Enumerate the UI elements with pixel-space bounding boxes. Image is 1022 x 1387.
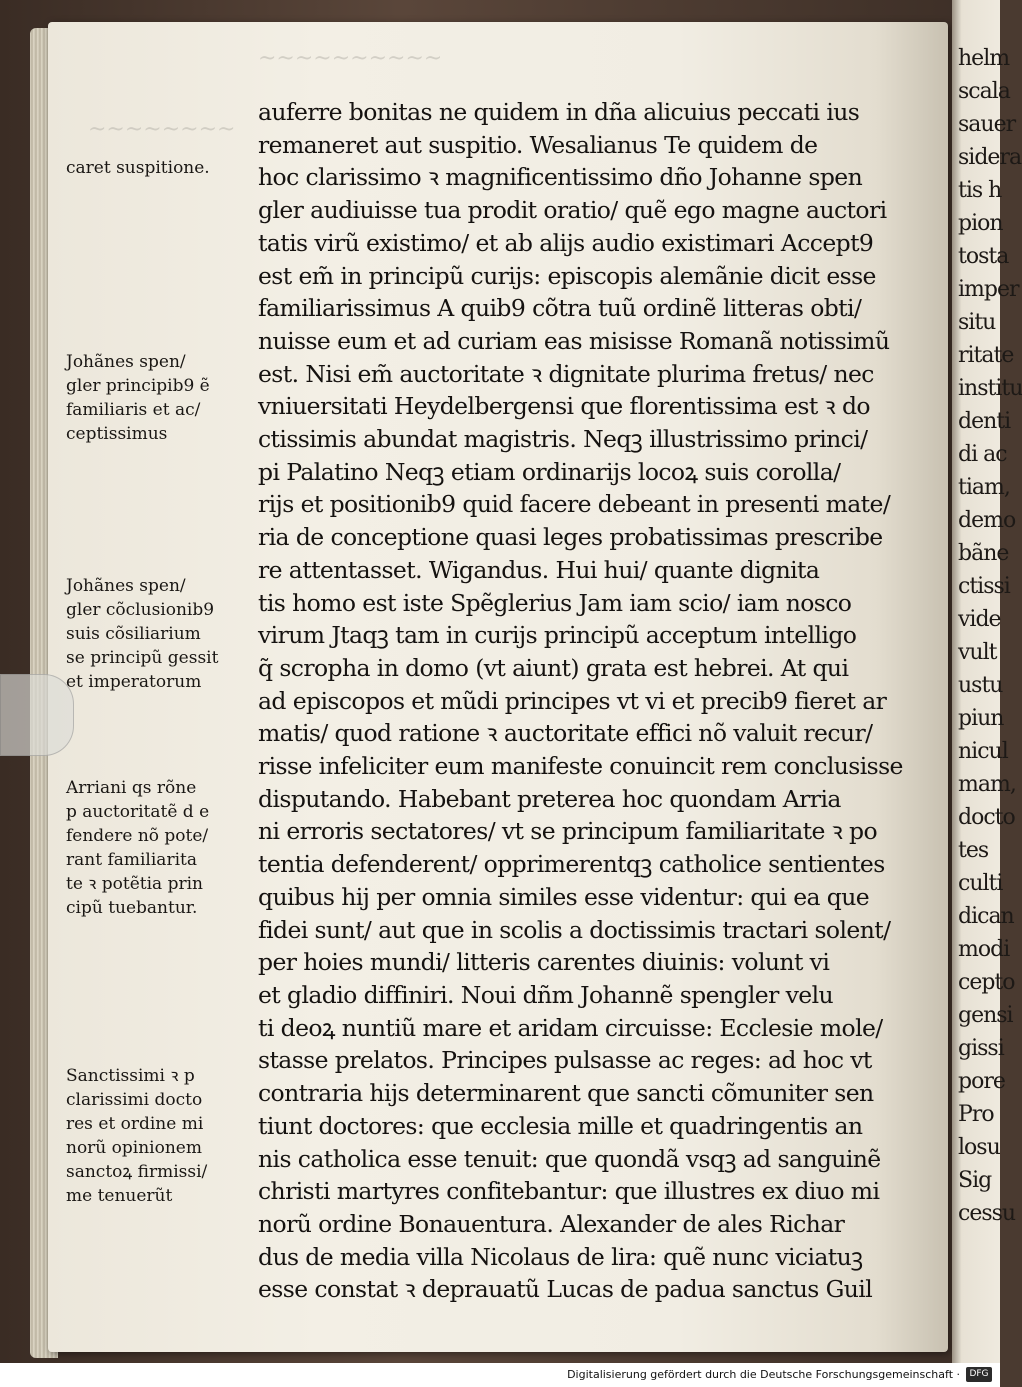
next-page-line: situ (958, 310, 996, 335)
text-line: christi martyres confitebantur: que illustres ex diuo mi (258, 1177, 880, 1206)
margin-note-4 (66, 776, 236, 920)
margin-note-line: gler cõclusionib9 (66, 600, 215, 620)
next-page-line: vult (958, 640, 997, 665)
text-line: re attentasset. Wigandus. Hui hui/ quante dignita (258, 555, 820, 584)
next-page-line: dican (958, 904, 1014, 929)
next-page-line: sidera (958, 145, 1022, 170)
text-line: est em̃ in principũ curijs: episcopis alemãnie dicit esse (258, 261, 876, 290)
text-line: risse infeliciter eum manifeste conuincit rem conclusisse (258, 752, 903, 781)
text-line: esse constat ꝛ deprauatũ Lucas de padua sanctus Guil (258, 1275, 873, 1304)
margin-note-line: res et ordine mi (66, 1114, 204, 1134)
text-line: tis homo est iste Spẽglerius Jam iam scio/ iam nosco (258, 588, 852, 617)
next-page-line: ctissi (958, 574, 1010, 599)
margin-note-line: Sanctissimi ꝛ p (66, 1066, 195, 1086)
margin-note-1 (66, 156, 236, 180)
next-page-line: Pro (958, 1102, 994, 1127)
text-line: hoc clarissimo ꝛ magnificentissimo dño Johanne spen (258, 163, 863, 192)
text-line: tatis virũ existimo/ et ab alijs audio existimari Accept9 (258, 228, 874, 257)
next-page-line: tes (958, 838, 989, 863)
main-text-block (258, 96, 903, 1306)
next-page-line: culti (958, 871, 1003, 896)
margin-note-2 (66, 350, 236, 446)
next-page-line: pion (958, 211, 1003, 236)
bleed-through-text: ~~~~~~~~~~ (258, 46, 443, 71)
next-page-line: cepto (958, 970, 1015, 995)
next-page-line: cessu (958, 1201, 1016, 1226)
text-line: ti deoꝝ nuntiũ mare et aridam circuisse: Ecclesie mole/ (258, 1013, 883, 1042)
text-line: contraria hijs determinarent que sancti cõmuniter sen (258, 1079, 874, 1108)
margin-note-5 (66, 1064, 236, 1208)
next-page-line: tiam, (958, 475, 1010, 500)
margin-note-line: p auctoritatẽ d e (66, 802, 210, 822)
margin-note-line: Johãnes spen/ (66, 576, 186, 596)
margin-note-line: familiaris et ac/ (66, 400, 201, 420)
text-line: stasse prelatos. Principes pulsasse ac reges: ad hoc vt (258, 1046, 872, 1075)
margin-note-line: gler principib9 ẽ (66, 376, 210, 396)
page-clip (0, 674, 74, 756)
margin-note-line: fendere nõ pote/ (66, 826, 209, 846)
text-line: familiarissimus A quib9 cõtra tuũ ordinẽ litteras obti/ (258, 294, 862, 323)
text-line: tiunt doctores: que ecclesia mille et quadringentis an (258, 1111, 863, 1140)
text-line: disputando. Habebant preterea hoc quondam Arria (258, 784, 841, 813)
next-page-line: losu (958, 1135, 1000, 1160)
footer-bar (0, 1363, 1000, 1387)
next-page-line: bãne (958, 541, 1009, 566)
text-line: dus de media villa Nicolaus de lira: quẽ nunc viciatuꝫ (258, 1242, 863, 1271)
next-page-line: di ac (958, 442, 1007, 467)
margin-note-line: norũ opinionem (66, 1138, 202, 1158)
text-line: remaneret aut suspitio. Wesalianus Te quidem de (258, 130, 818, 159)
text-line: gler audiuisse tua prodit oratio/ quẽ ego magne auctori (258, 196, 887, 225)
text-line: et gladio diffiniri. Noui dñm Johannẽ spengler velu (258, 980, 834, 1009)
margin-note-3 (66, 574, 236, 694)
next-page-line: vide (958, 607, 1001, 632)
margin-note-line: cipũ tuebantur. (66, 898, 198, 918)
text-line: auferre bonitas ne quidem in dña alicuius peccati ius (258, 98, 860, 126)
margin-note-line: te ꝛ potẽtia prin (66, 874, 203, 894)
next-page-line: helm (958, 46, 1010, 71)
next-page-fragment (952, 0, 1022, 1363)
text-line: ria de conceptione quasi leges probatissimas prescribe (258, 523, 883, 552)
text-line: ctissimis abundat magistris. Neqꝫ illustrissimo princi/ (258, 425, 868, 454)
next-page-line: imper (958, 277, 1019, 302)
next-page-line: scala (958, 79, 1010, 104)
next-page-line: tis h (958, 178, 1002, 203)
text-line: quibus hij per omnia similes esse videntur: qui ea que (258, 882, 870, 911)
margin-note-line: me tenuerũt (66, 1186, 173, 1206)
margin-note-line: ceptissimus (66, 424, 168, 444)
next-page-line: ustu (958, 673, 1003, 698)
text-line: matis/ quod ratione ꝛ auctoritate effici nõ valuit recur/ (258, 719, 873, 748)
text-line: q̃ scropha in domo (vt aiunt) grata est hebrei. At qui (258, 653, 849, 682)
text-line: nuisse eum et ad curiam eas misisse Romanã notissimũ (258, 326, 890, 355)
margin-note-line: caret suspitione. (66, 158, 210, 178)
text-line: ad episcopos et mũdi principes vt vi et precib9 fieret ar (258, 686, 887, 715)
text-line: tentia defenderent/ opprimerentqꝫ catholice sentientes (258, 850, 885, 879)
next-page-line: ritate (958, 343, 1014, 368)
next-page-line: piun (958, 706, 1004, 731)
text-line: nis catholica esse tenuit: que quondã vsqꝫ ad sanguinẽ (258, 1144, 881, 1173)
text-line: rijs et positionib9 quid facere debeant in presenti mate/ (258, 490, 891, 519)
next-page-line: institu (958, 376, 1022, 401)
text-line: fidei sunt/ aut que in scolis a doctissimis tractari solent/ (258, 915, 891, 944)
margin-note-line: clarissimi docto (66, 1090, 203, 1110)
text-line: pi Palatino Neqꝫ etiam ordinarijs locoꝝ suis corolla/ (258, 457, 841, 486)
margin-note-line: et imperatorum (66, 672, 202, 692)
margin-note-line: se principũ gessit (66, 648, 219, 668)
next-page-line: mam, (958, 772, 1016, 797)
next-page-line: pore (958, 1069, 1005, 1094)
text-line: norũ ordine Bonauentura. Alexander de ales Richar (258, 1209, 845, 1238)
funding-credit: Digitalisierung gefördert durch die Deutsche Forschungsgemeinschaft · (567, 1368, 960, 1381)
next-page-line: tosta (958, 244, 1009, 269)
bleed-through-text: ~~~~~~~~ (88, 117, 236, 142)
next-page-line: gissi (958, 1036, 1004, 1061)
next-page-line: docto (958, 805, 1015, 830)
next-page-line: gensi (958, 1003, 1013, 1028)
text-line: vniuersitati Heydelbergensi que florentissima est ꝛ do (258, 392, 870, 421)
next-page-line: nicul (958, 739, 1008, 764)
next-page-line: sauer (958, 112, 1016, 137)
next-page-line: Sig (958, 1168, 992, 1193)
text-line: ni erroris sectatores/ vt se principum familiaritate ꝛ po (258, 817, 878, 846)
next-page-line: demo (958, 508, 1016, 533)
margin-note-line: rant familiarita (66, 850, 197, 870)
text-line: per hoies mundi/ litteris carentes diuinis: volunt vi (258, 948, 830, 977)
margin-note-line: Johãnes spen/ (66, 352, 186, 372)
text-line: virum Jtaqꝫ tam in curijs principũ acceptum intelligo (258, 621, 857, 650)
margin-note-line: suis cõsiliarium (66, 624, 201, 644)
dfg-logo: DFG (966, 1367, 992, 1382)
margin-note-line: Arriani qs rõne (66, 778, 197, 798)
text-line: est. Nisi em̃ auctoritate ꝛ dignitate plurima fretus/ nec (258, 359, 874, 388)
next-page-line: denti (958, 409, 1011, 434)
margin-note-line: sanctoꝝ firmissi/ (66, 1162, 208, 1182)
next-page-line: modi (958, 937, 1010, 962)
